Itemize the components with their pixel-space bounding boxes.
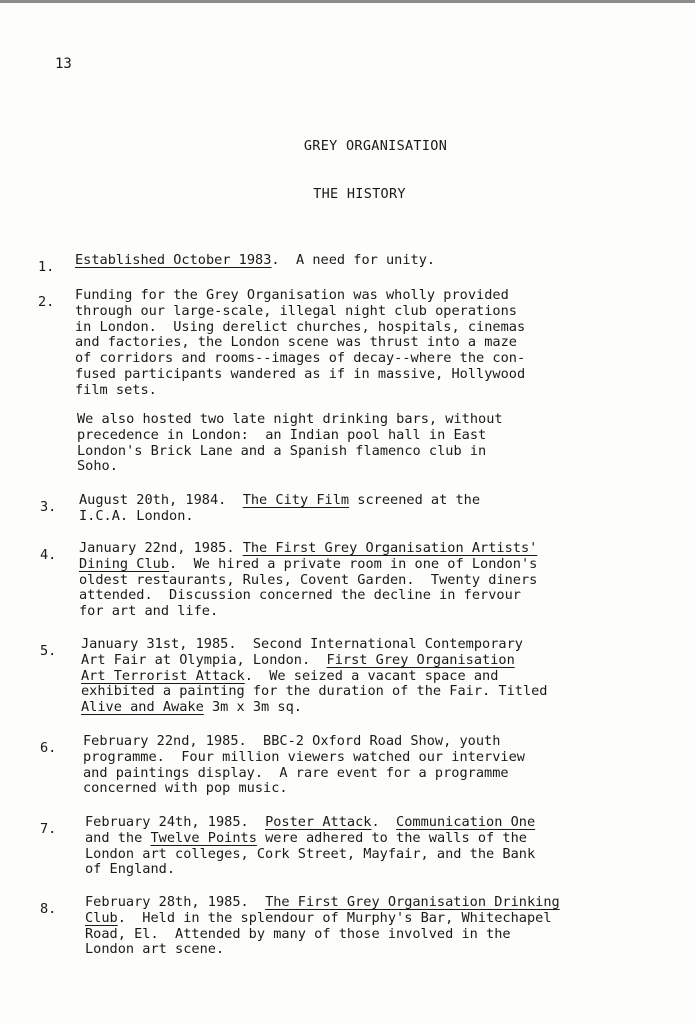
underlined-title: Art Terrorist Attack	[81, 667, 245, 684]
text-span: screened at the	[349, 492, 481, 508]
text-line	[77, 412, 503, 428]
underlined-title: The First Grey Organisation Drinking	[265, 894, 560, 910]
text-line	[75, 304, 525, 320]
text-line	[77, 444, 503, 460]
underlined-title: Club	[85, 909, 118, 926]
text-line	[83, 734, 525, 750]
text-span: oldest restaurants, Rules, Covent Garden. Twenty diners	[79, 571, 538, 588]
text-span: February 22nd, 1985. BBC-2 Oxford Road Show, youth	[83, 733, 501, 749]
text-line	[75, 320, 525, 336]
text-line	[85, 831, 535, 847]
text-span: film sets.	[75, 381, 157, 398]
text-span: February 24th, 1985.	[85, 814, 266, 830]
underlined-title: The City Film	[242, 492, 350, 508]
text-span: programme. Four million viewers watched our interview	[83, 748, 525, 765]
text-line	[79, 573, 537, 589]
history-item	[85, 895, 560, 958]
text-span: attended. Discussion concerned the decline in fervour	[79, 587, 521, 604]
text-line	[77, 428, 503, 444]
scan-top-edge	[0, 0, 695, 3]
text-span: of corridors and rooms--images of decay--where the con-	[75, 350, 526, 367]
text-line	[75, 367, 525, 383]
text-span: I.C.A. London.	[79, 507, 194, 524]
text-span: and the	[85, 829, 151, 846]
text-span: through our large-scale, illegal night club operations	[75, 302, 517, 319]
text-line	[75, 351, 525, 367]
text-span: 3m x 3m sq.	[203, 699, 302, 716]
text-line	[81, 653, 548, 669]
text-span: .	[371, 814, 397, 830]
text-span: precedence in London: an Indian pool hall in East	[77, 426, 487, 443]
text-span: and paintings display. A rare event for a programme	[83, 764, 509, 781]
text-span: January 22nd, 1985.	[79, 540, 243, 556]
underlined-title: Communication One	[396, 814, 536, 830]
text-span: in London. Using derelict churches, hospitals, cinemas	[75, 318, 526, 335]
text-line	[75, 335, 525, 351]
item-number: 4.	[40, 547, 57, 563]
text-line	[79, 509, 480, 525]
text-line	[79, 604, 537, 620]
text-line	[83, 781, 525, 797]
item-number: 3.	[40, 499, 57, 515]
text-line	[79, 557, 537, 573]
text-span: . We hired a private room in one of London's	[169, 555, 538, 572]
text-span: February 28th, 1985.	[85, 894, 266, 910]
text-span: We also hosted two late night drinking bars, without	[77, 411, 503, 427]
text-span: London's Brick Lane and a Spanish flamenco club in	[77, 442, 487, 459]
text-span: Funding for the Grey Organisation was wholly provided	[75, 287, 509, 303]
text-line	[81, 684, 548, 700]
text-line	[85, 847, 535, 863]
document-subtitle: THE HISTORY	[313, 186, 406, 202]
text-line	[83, 750, 525, 766]
text-span: Road, El. Attended by many of those involved in the	[85, 925, 511, 942]
text-span: and factories, the London scene was thrust into a maze	[75, 334, 517, 351]
history-item	[83, 734, 525, 797]
text-span: August 20th, 1984.	[79, 492, 243, 508]
underlined-title: Dining Club	[79, 555, 170, 572]
underlined-title: Established October 1983	[75, 252, 272, 268]
text-line	[79, 588, 537, 604]
item-number: 6.	[40, 740, 57, 756]
text-line	[75, 383, 525, 399]
text-span: were adhered to the walls of the	[256, 829, 527, 846]
page-number: 13	[55, 56, 72, 72]
history-item	[75, 253, 435, 269]
text-line	[75, 288, 525, 304]
item-number: 7.	[40, 821, 57, 837]
text-span: . We seized a vacant space and	[244, 667, 499, 684]
underlined-title: Poster Attack	[265, 814, 372, 830]
document-title: GREY ORGANISATION	[303, 138, 448, 154]
text-span: for art and life.	[79, 603, 219, 620]
history-item	[75, 288, 525, 399]
history-item	[79, 493, 480, 525]
text-span: fused participants wandered as if in massive, Hollywood	[75, 365, 526, 382]
item-number: 2.	[38, 294, 55, 310]
text-span: January 31st, 1985. Second International Contemporary	[81, 636, 523, 652]
text-line	[85, 927, 560, 943]
underlined-title: Alive and Awake	[81, 699, 204, 716]
underlined-title: First Grey Organisation	[326, 651, 515, 668]
underlined-title: The First Grey Organisation Artists'	[242, 540, 538, 556]
text-line	[85, 911, 560, 927]
text-span: Art Fair at Olympia, London.	[81, 651, 327, 668]
text-line	[81, 700, 548, 716]
history-item	[85, 815, 535, 878]
text-span: of England.	[85, 861, 176, 878]
item-number: 5.	[40, 643, 57, 659]
text-span: . A need for unity.	[271, 252, 436, 268]
text-line	[85, 942, 560, 958]
text-span: London art scene.	[85, 941, 225, 958]
text-line	[77, 459, 503, 475]
history-item	[77, 412, 503, 475]
item-number: 8.	[40, 901, 57, 917]
text-span: . Held in the splendour of Murphy's Bar, Whitechapel	[117, 909, 552, 926]
text-span: Soho.	[77, 458, 118, 475]
history-item	[81, 637, 548, 716]
text-line	[79, 541, 537, 557]
text-span: exhibited a painting for the duration of the Fair. Titled	[81, 683, 548, 700]
text-span: concerned with pop music.	[83, 780, 288, 797]
item-number: 1.	[38, 259, 55, 275]
text-line	[79, 493, 480, 509]
text-line	[85, 815, 535, 831]
text-line	[85, 862, 535, 878]
text-line	[81, 669, 548, 685]
text-line	[75, 253, 435, 269]
underlined-title: Twelve Points	[150, 829, 257, 846]
text-line	[81, 637, 548, 653]
history-item	[79, 541, 537, 620]
text-line	[85, 895, 560, 911]
text-line	[83, 766, 525, 782]
text-span: London art colleges, Cork Street, Mayfair, and the Bank	[85, 845, 536, 862]
